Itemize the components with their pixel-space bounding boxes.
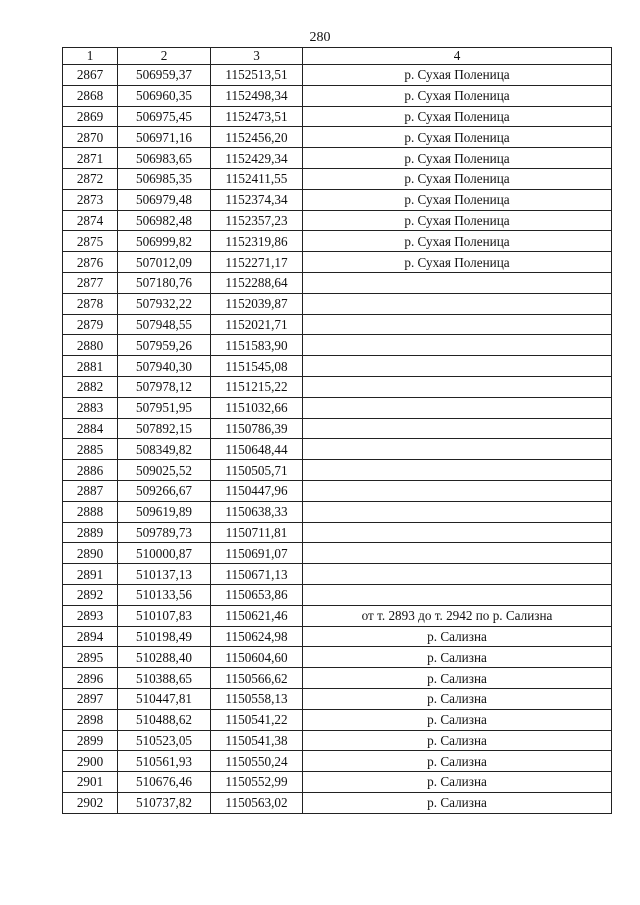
description-cell: р. Сализна: [303, 772, 612, 793]
y-coordinate-cell: 1150566,62: [211, 668, 303, 689]
table-row: [63, 772, 612, 793]
table-row: [63, 522, 612, 543]
point-number-cell: 2878: [63, 293, 118, 314]
table-row: [63, 210, 612, 231]
point-number-cell: 2876: [63, 252, 118, 273]
table-row: [63, 356, 612, 377]
table-row: [63, 605, 612, 626]
description-cell: [303, 376, 612, 397]
y-coordinate-cell: 1152456,20: [211, 127, 303, 148]
point-number-cell: 2891: [63, 564, 118, 585]
x-coordinate-cell: 507892,15: [118, 418, 211, 439]
x-coordinate-cell: 510107,83: [118, 605, 211, 626]
table-row: [63, 314, 612, 335]
y-coordinate-cell: 1150624,98: [211, 626, 303, 647]
point-number-cell: 2875: [63, 231, 118, 252]
description-cell: р. Сухая Поленица: [303, 106, 612, 127]
x-coordinate-cell: 507978,12: [118, 376, 211, 397]
table-row: [63, 231, 612, 252]
x-coordinate-cell: 506975,45: [118, 106, 211, 127]
description-cell: р. Сухая Поленица: [303, 252, 612, 273]
x-coordinate-cell: 510523,05: [118, 730, 211, 751]
x-coordinate-cell: 510737,82: [118, 792, 211, 813]
table-row: [63, 127, 612, 148]
point-number-cell: 2867: [63, 65, 118, 86]
x-coordinate-cell: 510133,56: [118, 584, 211, 605]
y-coordinate-cell: 1150604,60: [211, 647, 303, 668]
point-number-cell: 2892: [63, 584, 118, 605]
description-cell: р. Сухая Поленица: [303, 85, 612, 106]
description-cell: [303, 335, 612, 356]
x-coordinate-cell: 509789,73: [118, 522, 211, 543]
x-coordinate-cell: 508349,82: [118, 439, 211, 460]
point-number-cell: 2890: [63, 543, 118, 564]
y-coordinate-cell: 1150621,46: [211, 605, 303, 626]
table-row: [63, 730, 612, 751]
description-cell: р. Сухая Поленица: [303, 189, 612, 210]
description-cell: р. Сализна: [303, 626, 612, 647]
y-coordinate-cell: 1150552,99: [211, 772, 303, 793]
description-cell: от т. 2893 до т. 2942 по р. Сализна: [303, 605, 612, 626]
table-row: [63, 272, 612, 293]
table-row: [63, 480, 612, 501]
x-coordinate-cell: 507180,76: [118, 272, 211, 293]
y-coordinate-cell: 1150541,38: [211, 730, 303, 751]
description-cell: р. Сухая Поленица: [303, 168, 612, 189]
description-cell: р. Сализна: [303, 709, 612, 730]
y-coordinate-cell: 1150638,33: [211, 501, 303, 522]
y-coordinate-cell: 1150786,39: [211, 418, 303, 439]
y-coordinate-cell: 1150653,86: [211, 584, 303, 605]
description-cell: [303, 543, 612, 564]
point-number-cell: 2884: [63, 418, 118, 439]
header-row: [63, 48, 612, 65]
header-col-4: 4: [303, 48, 612, 65]
point-number-cell: 2880: [63, 335, 118, 356]
description-cell: [303, 272, 612, 293]
point-number-cell: 2881: [63, 356, 118, 377]
y-coordinate-cell: 1150671,13: [211, 564, 303, 585]
table-row: [63, 501, 612, 522]
description-cell: [303, 501, 612, 522]
description-cell: [303, 564, 612, 585]
point-number-cell: 2898: [63, 709, 118, 730]
table-row: [63, 418, 612, 439]
table-row: [63, 543, 612, 564]
coordinates-table: [62, 47, 612, 814]
x-coordinate-cell: 506971,16: [118, 127, 211, 148]
description-cell: р. Сухая Поленица: [303, 127, 612, 148]
y-coordinate-cell: 1152039,87: [211, 293, 303, 314]
point-number-cell: 2883: [63, 397, 118, 418]
y-coordinate-cell: 1150563,02: [211, 792, 303, 813]
table-row: [63, 168, 612, 189]
description-cell: р. Сализна: [303, 647, 612, 668]
table-row: [63, 647, 612, 668]
description-cell: [303, 439, 612, 460]
y-coordinate-cell: 1150550,24: [211, 751, 303, 772]
point-number-cell: 2871: [63, 148, 118, 169]
table-row: [63, 626, 612, 647]
x-coordinate-cell: 506982,48: [118, 210, 211, 231]
point-number-cell: 2868: [63, 85, 118, 106]
point-number-cell: 2869: [63, 106, 118, 127]
point-number-cell: 2895: [63, 647, 118, 668]
point-number-cell: 2893: [63, 605, 118, 626]
point-number-cell: 2882: [63, 376, 118, 397]
y-coordinate-cell: 1150558,13: [211, 688, 303, 709]
point-number-cell: 2872: [63, 168, 118, 189]
table-row: [63, 189, 612, 210]
y-coordinate-cell: 1151545,08: [211, 356, 303, 377]
y-coordinate-cell: 1152374,34: [211, 189, 303, 210]
y-coordinate-cell: 1152021,71: [211, 314, 303, 335]
table-row: [63, 252, 612, 273]
y-coordinate-cell: 1152357,23: [211, 210, 303, 231]
description-cell: р. Сализна: [303, 792, 612, 813]
x-coordinate-cell: 506983,65: [118, 148, 211, 169]
x-coordinate-cell: 510676,46: [118, 772, 211, 793]
description-cell: р. Сухая Поленица: [303, 65, 612, 86]
y-coordinate-cell: 1152288,64: [211, 272, 303, 293]
page-number: 280: [309, 30, 331, 45]
y-coordinate-cell: 1150447,96: [211, 480, 303, 501]
x-coordinate-cell: 506985,35: [118, 168, 211, 189]
header-col-3: 3: [211, 48, 303, 65]
point-number-cell: 2877: [63, 272, 118, 293]
point-number-cell: 2887: [63, 480, 118, 501]
y-coordinate-cell: 1152498,34: [211, 85, 303, 106]
table-row: [63, 751, 612, 772]
table-row: [63, 65, 612, 86]
x-coordinate-cell: 507948,55: [118, 314, 211, 335]
y-coordinate-cell: 1151032,66: [211, 397, 303, 418]
y-coordinate-cell: 1152513,51: [211, 65, 303, 86]
description-cell: [303, 397, 612, 418]
table-row: [63, 106, 612, 127]
point-number-cell: 2901: [63, 772, 118, 793]
y-coordinate-cell: 1151215,22: [211, 376, 303, 397]
point-number-cell: 2889: [63, 522, 118, 543]
table-row: [63, 439, 612, 460]
point-number-cell: 2888: [63, 501, 118, 522]
table-row: [63, 564, 612, 585]
point-number-cell: 2894: [63, 626, 118, 647]
y-coordinate-cell: 1152411,55: [211, 168, 303, 189]
table-row: [63, 397, 612, 418]
table-row: [63, 376, 612, 397]
description-cell: [303, 584, 612, 605]
x-coordinate-cell: 509619,89: [118, 501, 211, 522]
description-cell: р. Сализна: [303, 668, 612, 689]
x-coordinate-cell: 509266,67: [118, 480, 211, 501]
description-cell: [303, 314, 612, 335]
x-coordinate-cell: 510488,62: [118, 709, 211, 730]
point-number-cell: 2874: [63, 210, 118, 231]
header-col-2: 2: [118, 48, 211, 65]
table-row: [63, 709, 612, 730]
table-row: [63, 85, 612, 106]
description-cell: [303, 418, 612, 439]
point-number-cell: 2897: [63, 688, 118, 709]
table-body: [63, 65, 612, 814]
y-coordinate-cell: 1150711,81: [211, 522, 303, 543]
x-coordinate-cell: 507932,22: [118, 293, 211, 314]
point-number-cell: 2873: [63, 189, 118, 210]
x-coordinate-cell: 506979,48: [118, 189, 211, 210]
point-number-cell: 2902: [63, 792, 118, 813]
description-cell: р. Сализна: [303, 688, 612, 709]
point-number-cell: 2900: [63, 751, 118, 772]
table-header: [63, 48, 612, 65]
table-row: [63, 792, 612, 813]
point-number-cell: 2886: [63, 460, 118, 481]
description-cell: р. Сухая Поленица: [303, 231, 612, 252]
table-row: [63, 460, 612, 481]
description-cell: [303, 522, 612, 543]
description-cell: [303, 480, 612, 501]
y-coordinate-cell: 1152271,17: [211, 252, 303, 273]
table-row: [63, 584, 612, 605]
y-coordinate-cell: 1150691,07: [211, 543, 303, 564]
table-row: [63, 668, 612, 689]
x-coordinate-cell: 510198,49: [118, 626, 211, 647]
y-coordinate-cell: 1152473,51: [211, 106, 303, 127]
point-number-cell: 2899: [63, 730, 118, 751]
y-coordinate-cell: 1152319,86: [211, 231, 303, 252]
table-row: [63, 293, 612, 314]
y-coordinate-cell: 1150648,44: [211, 439, 303, 460]
x-coordinate-cell: 510137,13: [118, 564, 211, 585]
table-row: [63, 688, 612, 709]
x-coordinate-cell: 510561,93: [118, 751, 211, 772]
y-coordinate-cell: 1150505,71: [211, 460, 303, 481]
x-coordinate-cell: 509025,52: [118, 460, 211, 481]
description-cell: р. Сализна: [303, 751, 612, 772]
description-cell: р. Сухая Поленица: [303, 148, 612, 169]
point-number-cell: 2896: [63, 668, 118, 689]
description-cell: [303, 293, 612, 314]
x-coordinate-cell: 507940,30: [118, 356, 211, 377]
header-col-1: 1: [63, 48, 118, 65]
point-number-cell: 2870: [63, 127, 118, 148]
description-cell: [303, 460, 612, 481]
description-cell: р. Сализна: [303, 730, 612, 751]
y-coordinate-cell: 1150541,22: [211, 709, 303, 730]
x-coordinate-cell: 507951,95: [118, 397, 211, 418]
description-cell: р. Сухая Поленица: [303, 210, 612, 231]
x-coordinate-cell: 507959,26: [118, 335, 211, 356]
y-coordinate-cell: 1152429,34: [211, 148, 303, 169]
x-coordinate-cell: 506960,35: [118, 85, 211, 106]
x-coordinate-cell: 506999,82: [118, 231, 211, 252]
x-coordinate-cell: 510388,65: [118, 668, 211, 689]
x-coordinate-cell: 510000,87: [118, 543, 211, 564]
table-row: [63, 335, 612, 356]
table-row: [63, 148, 612, 169]
y-coordinate-cell: 1151583,90: [211, 335, 303, 356]
point-number-cell: 2885: [63, 439, 118, 460]
x-coordinate-cell: 510288,40: [118, 647, 211, 668]
x-coordinate-cell: 507012,09: [118, 252, 211, 273]
point-number-cell: 2879: [63, 314, 118, 335]
x-coordinate-cell: 506959,37: [118, 65, 211, 86]
description-cell: [303, 356, 612, 377]
x-coordinate-cell: 510447,81: [118, 688, 211, 709]
